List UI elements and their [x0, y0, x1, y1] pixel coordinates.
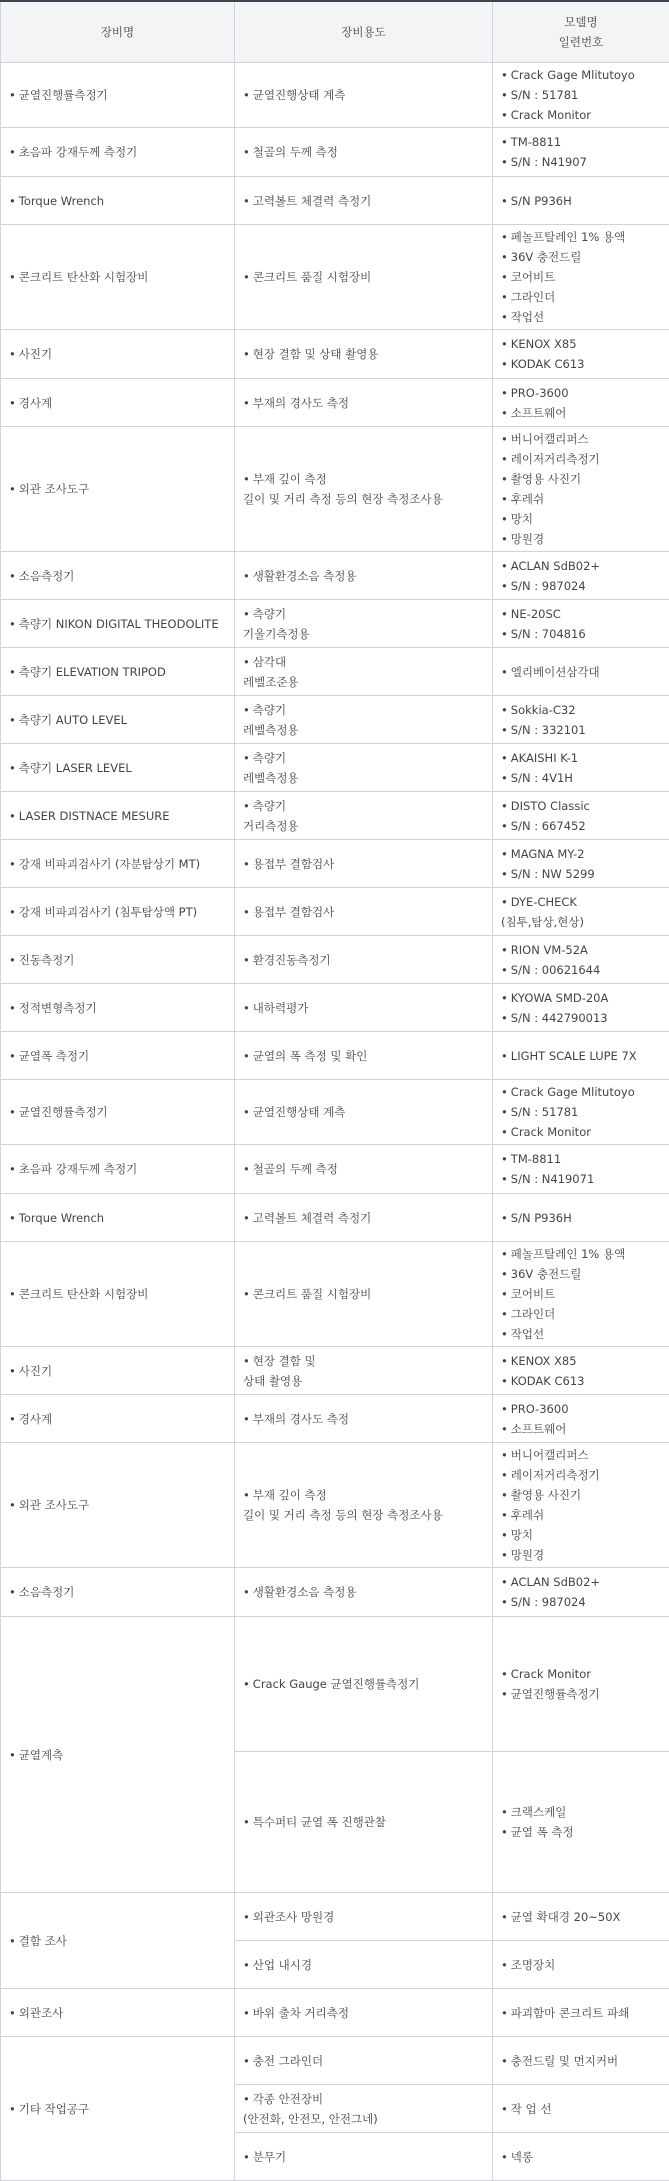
table-row: [1, 427, 669, 552]
cell-line: 길이 및 거리 측정 등의 현장 측정조사용: [243, 1505, 484, 1525]
cell-line: (침투,탐상,현상): [501, 912, 661, 932]
cell-line: • 측량기: [243, 796, 484, 816]
table-row: [1, 63, 669, 128]
cell-line: • Crack Gage Mlitutoyo: [501, 65, 661, 85]
table-row: [1, 128, 669, 177]
header-serial-label: 일련번호: [501, 32, 661, 52]
equipment-use-cell: [235, 63, 493, 128]
cell-line: • 생활환경소음 측정용: [243, 566, 484, 586]
equipment-use-cell: [235, 936, 493, 984]
equipment-name-cell: [1, 1145, 235, 1194]
cell-line: • 철골의 두께 측정: [243, 142, 484, 162]
cell-line: • 엘리베이션삼각대: [501, 662, 661, 682]
equipment-name-cell: [1, 840, 235, 888]
model-serial-cell: [493, 63, 669, 128]
cell-line: • 용접부 결함검사: [243, 902, 484, 922]
model-serial-cell: [493, 1989, 669, 2037]
equipment-use-cell: [235, 1443, 493, 1568]
model-serial-cell: [493, 2037, 669, 2085]
cell-line: • S/N : 987024: [501, 1592, 661, 1612]
table-row: [1, 936, 669, 984]
cell-line: • 충전 그라인더: [243, 2051, 484, 2071]
model-serial-cell: [493, 840, 669, 888]
table-row: [1, 1194, 669, 1242]
cell-line: 상태 촬영용: [243, 1371, 484, 1391]
cell-line: • 외관조사: [9, 2003, 226, 2023]
cell-line: • 그라인더: [501, 1304, 661, 1324]
equipment-use-cell: [235, 792, 493, 840]
equipment-use-cell: [235, 600, 493, 648]
model-serial-cell: [493, 1568, 669, 1617]
cell-line: • ACLAN SdB02+: [501, 1572, 661, 1592]
cell-line: • 각종 안전장비: [243, 2089, 484, 2109]
equipment-use-cell: [235, 427, 493, 552]
table-row: [1, 840, 669, 888]
cell-line: • 코어비트: [501, 1284, 661, 1304]
table-row: [1, 1032, 669, 1080]
cell-line: • 특수퍼티 균열 폭 진행관찰: [243, 1812, 484, 1832]
model-serial-cell: [493, 552, 669, 600]
header-equipment-use: 장비용도: [235, 1, 493, 63]
cell-line: • 작업선: [501, 1324, 661, 1344]
cell-line: • 균열진행상태 계측: [243, 85, 484, 105]
cell-line: • PRO-3600: [501, 383, 661, 403]
cell-line: • S/N : 51781: [501, 85, 661, 105]
cell-line: • 균열진행률측정기: [9, 1102, 226, 1122]
equipment-use-cell: [235, 1989, 493, 2037]
equipment-use-cell: [235, 840, 493, 888]
equipment-name-cell: [1, 648, 235, 696]
equipment-name-cell: [1, 427, 235, 552]
cell-line: • Crack Monitor: [501, 1664, 661, 1684]
cell-line: • 부재 깊이 측정: [243, 469, 484, 489]
header-model-label: 모델명: [501, 12, 661, 32]
cell-line: 기울기측정용: [243, 624, 484, 644]
cell-line: • KENOX X85: [501, 1351, 661, 1371]
table-row: [1, 1347, 669, 1395]
equipment-use-cell: [235, 648, 493, 696]
equipment-name-cell: [1, 552, 235, 600]
cell-line: • Crack Gage Mlitutoyo: [501, 1082, 661, 1102]
equipment-use-cell: [235, 1145, 493, 1194]
table-row: [1, 330, 669, 379]
table-row: [1, 379, 669, 427]
cell-line: • 그라인더: [501, 287, 661, 307]
equipment-name-cell: [1, 1395, 235, 1443]
cell-line: • 외관 조사도구: [9, 479, 226, 499]
cell-line: • 내하력평가: [243, 998, 484, 1018]
cell-line: • 환경진동측정기: [243, 950, 484, 970]
model-serial-cell: [493, 1145, 669, 1194]
crack-measurement-group-name: [1, 1617, 235, 1893]
cell-line: • 버니어캘리퍼스: [501, 1445, 661, 1465]
cell-line: • 망치: [501, 1525, 661, 1545]
equipment-use-cell: [235, 744, 493, 792]
cell-line: • 소프트웨어: [501, 403, 661, 423]
equipment-use-cell: [235, 1242, 493, 1347]
cell-line: • Crack Monitor: [501, 105, 661, 125]
cell-line: • S/N : N419071: [501, 1169, 661, 1189]
model-serial-cell: [493, 177, 669, 225]
table-row: [1, 792, 669, 840]
cell-line: • S/N P936H: [501, 1208, 661, 1228]
cell-line: • Crack Monitor: [501, 1122, 661, 1142]
cell-line: • 경사계: [9, 1409, 226, 1429]
equipment-name-cell: [1, 696, 235, 744]
cell-line: • Torque Wrench: [9, 191, 226, 211]
model-serial-cell: [493, 1752, 669, 1893]
cell-line: • 균열진행상태 계측: [243, 1102, 484, 1122]
table-row: [1, 225, 669, 330]
cell-line: • 산업 내시경: [243, 1955, 484, 1975]
model-serial-cell: [493, 1194, 669, 1242]
cell-line: • 측량기 ELEVATION TRIPOD: [9, 662, 226, 682]
cell-line: • KYOWA SMD-20A: [501, 988, 661, 1008]
cell-line: • 균열폭 측정기: [9, 1046, 226, 1066]
cell-line: • 정적변형측정기: [9, 998, 226, 1018]
cell-line: • DISTO Classic: [501, 796, 661, 816]
cell-line: • 용접부 결함검사: [243, 854, 484, 874]
cell-line: • 후레쉬: [501, 1505, 661, 1525]
equipment-name-cell: [1, 1443, 235, 1568]
cell-line: • RION VM-52A: [501, 940, 661, 960]
cell-line: • Crack Gauge 균열진행률측정기: [243, 1674, 484, 1694]
cell-line: 거리측정용: [243, 816, 484, 836]
cell-line: • 외관 조사도구: [9, 1495, 226, 1515]
cell-line: • 부재 깊이 측정: [243, 1485, 484, 1505]
model-serial-cell: [493, 1941, 669, 1989]
cell-line: • 측량기: [243, 604, 484, 624]
cell-line: • 외관조사 망원경: [243, 1907, 484, 1927]
cell-line: • LIGHT SCALE LUPE 7X: [501, 1046, 661, 1066]
cell-line: • 강재 비파괴검사기 (침투탐상액 PT): [9, 902, 226, 922]
equipment-name-cell: [1, 1032, 235, 1080]
cell-line: • 초음파 강재두께 측정기: [9, 1159, 226, 1179]
equipment-use-cell: [235, 379, 493, 427]
cell-line: • S/N : 4V1H: [501, 768, 661, 788]
cell-line: • DYE-CHECK: [501, 892, 661, 912]
cell-line: • 촬영용 사진기: [501, 469, 661, 489]
equipment-name-cell: [1, 792, 235, 840]
cell-line: • TM-8811: [501, 1149, 661, 1169]
cell-line: • 파괴함마 콘크리트 파쇄: [501, 2003, 661, 2023]
cell-line: • 레이저거리측정기: [501, 1465, 661, 1485]
cell-line: • PRO-3600: [501, 1399, 661, 1419]
cell-line: • 망원경: [501, 529, 661, 549]
cell-line: • 측량기: [243, 748, 484, 768]
cell-line: • Torque Wrench: [9, 1208, 226, 1228]
cell-line: 길이 및 거리 측정 등의 현장 측정조사용: [243, 489, 484, 509]
model-serial-cell: [493, 696, 669, 744]
table-row: [1, 1893, 669, 1941]
equipment-name-cell: [1, 984, 235, 1032]
cell-line: • 조명장치: [501, 1955, 661, 1975]
cell-line: • 초음파 강재두께 측정기: [9, 142, 226, 162]
cell-line: • 균열 폭 측정: [501, 1822, 661, 1842]
equipment-use-cell: [235, 2037, 493, 2085]
cell-line: • 소음측정기: [9, 1582, 226, 1602]
model-serial-cell: [493, 984, 669, 1032]
cell-line: • Sokkia-C32: [501, 700, 661, 720]
cell-line: • 측량기 AUTO LEVEL: [9, 710, 226, 730]
table-row: [1, 1145, 669, 1194]
model-serial-cell: [493, 1242, 669, 1347]
equipment-use-cell: [235, 2085, 493, 2133]
model-serial-cell: [493, 330, 669, 379]
cell-line: • S/N : 667452: [501, 816, 661, 836]
cell-line: • 후레쉬: [501, 489, 661, 509]
cell-line: • 현장 결함 및: [243, 1351, 484, 1371]
cell-line: • LASER DISTNACE MESURE: [9, 806, 226, 826]
cell-line: • 측량기 NIKON DIGITAL THEODOLITE: [9, 614, 226, 634]
equipment-use-cell: [235, 225, 493, 330]
table-row: [1, 888, 669, 936]
cell-line: • KODAK C613: [501, 1371, 661, 1391]
cell-line: 레벨조준용: [243, 672, 484, 692]
equipment-use-cell: [235, 1568, 493, 1617]
equipment-use-cell: [235, 1941, 493, 1989]
cell-line: • S/N : 987024: [501, 576, 661, 596]
table-row: [1, 552, 669, 600]
cell-line: • 36V 충전드릴: [501, 247, 661, 267]
cell-line: • KODAK C613: [501, 354, 661, 374]
cell-line: 레벨측정용: [243, 768, 484, 788]
cell-line: • 촬영용 사진기: [501, 1485, 661, 1505]
cell-line: 레벨측정용: [243, 720, 484, 740]
model-serial-cell: [493, 1032, 669, 1080]
header-model-serial: [493, 1, 669, 63]
cell-line: • S/N : 332101: [501, 720, 661, 740]
model-serial-cell: [493, 1893, 669, 1941]
cell-line: • 버니어캘리퍼스: [501, 429, 661, 449]
cell-line: • 진동측정기: [9, 950, 226, 970]
table-row: [1, 1989, 669, 2037]
cell-line: • 결함 조사: [9, 1931, 226, 1951]
equipment-name-cell: [1, 1347, 235, 1395]
cell-line: • S/N : N41907: [501, 152, 661, 172]
cell-line: • 현장 결함 및 상태 촬영용: [243, 344, 484, 364]
equipment-name-cell: [1, 330, 235, 379]
equipment-use-cell: [235, 330, 493, 379]
cell-line: • 삼각대: [243, 652, 484, 672]
cell-line: • 콘크리트 품질 시험장비: [243, 1284, 484, 1304]
equipment-use-cell: [235, 2133, 493, 2181]
table-row: [1, 744, 669, 792]
cell-line: • 소프트웨어: [501, 1419, 661, 1439]
cell-line: • S/N : 00621644: [501, 960, 661, 980]
cell-line: • 부재의 경사도 측정: [243, 393, 484, 413]
cell-line: • 콘크리트 탄산화 시험장비: [9, 267, 226, 287]
model-serial-cell: [493, 648, 669, 696]
cell-line: • 바위 출차 거리측정: [243, 2003, 484, 2023]
header-equipment-name: 장비명: [1, 1, 235, 63]
cell-line: • 작 업 선: [501, 2099, 661, 2119]
equipment-use-cell: [235, 1347, 493, 1395]
cell-line: • 강재 비파괴검사기 (자분탐상기 MT): [9, 854, 226, 874]
model-serial-cell: [493, 888, 669, 936]
equipment-name-cell: [1, 63, 235, 128]
cell-line: • S/N : 442790013: [501, 1008, 661, 1028]
cell-line: • KENOX X85: [501, 334, 661, 354]
cell-line: • 소음측정기: [9, 566, 226, 586]
cell-line: • TM-8811: [501, 132, 661, 152]
cell-line: • 균열계측: [9, 1745, 226, 1765]
table-row: [1, 2037, 669, 2085]
cell-line: • 콘크리트 탄산화 시험장비: [9, 1284, 226, 1304]
equipment-name-cell: [1, 128, 235, 177]
equipment-name-cell: [1, 225, 235, 330]
model-serial-cell: [493, 2133, 669, 2181]
model-serial-cell: [493, 744, 669, 792]
cell-line: • S/N : NW 5299: [501, 864, 661, 884]
equipment-use-cell: [235, 128, 493, 177]
cell-line: • 페놀프탈레인 1% 용액: [501, 227, 661, 247]
equipment-name-cell: [1, 744, 235, 792]
equipment-name-cell: [1, 888, 235, 936]
table-row: [1, 648, 669, 696]
table-row: [1, 1080, 669, 1145]
cell-line: • 생활환경소음 측정용: [243, 1582, 484, 1602]
cell-line: • 고력볼트 체결력 측정기: [243, 191, 484, 211]
equipment-name-cell: [1, 1568, 235, 1617]
cell-line: • 경사계: [9, 393, 226, 413]
model-serial-cell: [493, 1395, 669, 1443]
equipment-name-cell: [1, 600, 235, 648]
cell-line: • 철골의 두께 측정: [243, 1159, 484, 1179]
table-row: [1, 1395, 669, 1443]
cell-line: (안전화, 안전모, 안전그네): [243, 2109, 484, 2129]
table-row: [1, 1242, 669, 1347]
equipment-use-cell: [235, 1752, 493, 1893]
cell-line: • 기타 작업공구: [9, 2099, 226, 2119]
cell-line: • 크랙스케일: [501, 1802, 661, 1822]
cell-line: • 망치: [501, 509, 661, 529]
cell-line: • 충전드릴 및 먼지커버: [501, 2051, 661, 2071]
model-serial-cell: [493, 379, 669, 427]
equipment-name-cell: [1, 1194, 235, 1242]
other-tools-group-name: [1, 2037, 235, 2181]
table-row: [1, 1443, 669, 1568]
table-body: [1, 63, 669, 2181]
cell-line: • 균열 확대경 20~50X: [501, 1907, 661, 1927]
cell-line: • S/N P936H: [501, 191, 661, 211]
cell-line: • 측량기: [243, 700, 484, 720]
model-serial-cell: [493, 128, 669, 177]
equipment-name-cell: [1, 1242, 235, 1347]
cell-line: • 균열진행률측정기: [9, 85, 226, 105]
cell-line: • 코어비트: [501, 267, 661, 287]
equipment-use-cell: [235, 1893, 493, 1941]
cell-line: • 고력볼트 체결력 측정기: [243, 1208, 484, 1228]
cell-line: • ACLAN SdB02+: [501, 556, 661, 576]
equipment-use-cell: [235, 1395, 493, 1443]
model-serial-cell: [493, 1347, 669, 1395]
model-serial-cell: [493, 1617, 669, 1752]
cell-line: • 작업선: [501, 307, 661, 327]
cell-line: • S/N : 704816: [501, 624, 661, 644]
model-serial-cell: [493, 1443, 669, 1568]
model-serial-cell: [493, 1080, 669, 1145]
table-row: [1, 600, 669, 648]
equipment-use-cell: [235, 1617, 493, 1752]
cell-line: • 페놀프탈레인 1% 용액: [501, 1244, 661, 1264]
equipment-name-cell: [1, 177, 235, 225]
table-row: [1, 1617, 669, 1752]
cell-line: • 분무기: [243, 2147, 484, 2167]
cell-line: • 균열진행률측정기: [501, 1684, 661, 1704]
equipment-use-cell: [235, 888, 493, 936]
equipment-name-cell: [1, 1080, 235, 1145]
table-row: [1, 1568, 669, 1617]
equipment-use-cell: [235, 1080, 493, 1145]
model-serial-cell: [493, 2085, 669, 2133]
table-row: [1, 984, 669, 1032]
equipment-use-cell: [235, 1194, 493, 1242]
model-serial-cell: [493, 225, 669, 330]
equipment-use-cell: [235, 1032, 493, 1080]
cell-line: • NE-20SC: [501, 604, 661, 624]
cell-line: • S/N : 51781: [501, 1102, 661, 1122]
defect-inspection-group-name: [1, 1893, 235, 1989]
model-serial-cell: [493, 936, 669, 984]
table-row: [1, 177, 669, 225]
table-header-row: [1, 1, 669, 63]
table-row: [1, 696, 669, 744]
model-serial-cell: [493, 792, 669, 840]
equipment-name-cell: [1, 1989, 235, 2037]
equipment-use-cell: [235, 696, 493, 744]
cell-line: • 콘크리트 품질 시험장비: [243, 267, 484, 287]
model-serial-cell: [493, 600, 669, 648]
cell-line: • AKAISHI K-1: [501, 748, 661, 768]
equipment-use-cell: [235, 984, 493, 1032]
equipment-name-cell: [1, 936, 235, 984]
equipment-use-cell: [235, 177, 493, 225]
cell-line: • 부재의 경사도 측정: [243, 1409, 484, 1429]
cell-line: • 사진기: [9, 1361, 226, 1381]
cell-line: • 망원경: [501, 1545, 661, 1565]
cell-line: • 균열의 폭 측정 및 확인: [243, 1046, 484, 1066]
cell-line: • 사진기: [9, 344, 226, 364]
equipment-name-cell: [1, 379, 235, 427]
cell-line: • 측량기 LASER LEVEL: [9, 758, 226, 778]
cell-line: • 레이저거리측정기: [501, 449, 661, 469]
cell-line: • MAGNA MY-2: [501, 844, 661, 864]
equipment-use-cell: [235, 552, 493, 600]
cell-line: • 넥롱: [501, 2147, 661, 2167]
cell-line: • 36V 충전드릴: [501, 1264, 661, 1284]
model-serial-cell: [493, 427, 669, 552]
